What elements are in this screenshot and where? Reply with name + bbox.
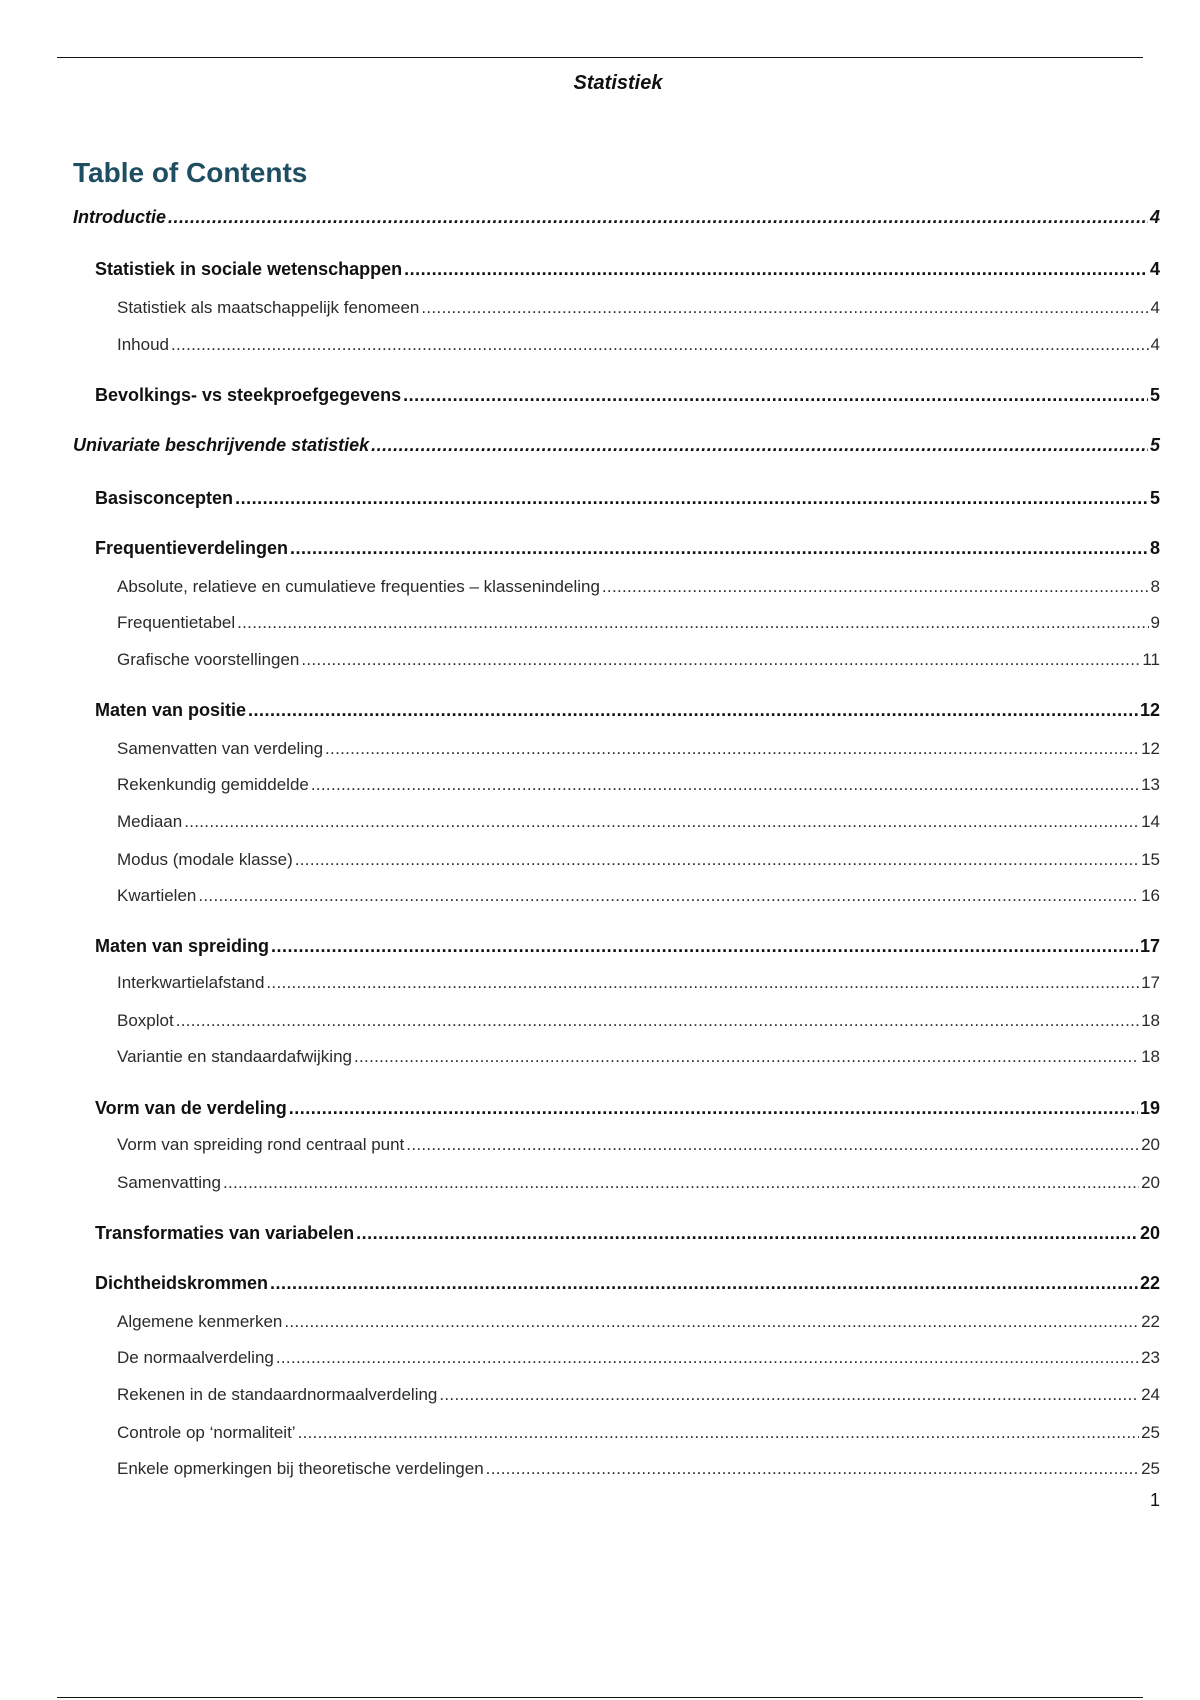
toc-entry-page: 4: [1150, 335, 1160, 354]
toc-entry-page: 24: [1141, 1385, 1160, 1404]
toc-entry-title: Inhoud: [117, 335, 169, 354]
toc-entry-mediaan[interactable]: [117, 812, 1160, 832]
toc-entry-page: 20: [1141, 1173, 1160, 1192]
toc-entry-title: Vorm van spreiding rond centraal punt: [117, 1135, 405, 1154]
toc-entry-title: Basisconcepten: [95, 488, 234, 508]
toc-entry-inhoud[interactable]: [117, 335, 1160, 355]
dot-leader: [290, 538, 1148, 559]
toc-entry-page: 8: [1149, 538, 1160, 558]
toc-entry-page: 15: [1141, 850, 1160, 869]
toc-entry-title: De normaalverdeling: [117, 1348, 274, 1367]
dot-leader: [171, 335, 1149, 355]
toc-entry-maten-van-positie[interactable]: [95, 700, 1160, 721]
toc-entry-statistiek-als-maatschappelijk-fenomeen[interactable]: [117, 298, 1160, 318]
toc-entry-title: Mediaan: [117, 812, 183, 831]
dot-leader: [486, 1459, 1139, 1479]
toc-entry-absolute-relatieve-cumulatieve-frequenties[interactable]: [117, 577, 1160, 597]
dot-leader: [248, 700, 1138, 721]
toc-entry-de-normaalverdeling[interactable]: [117, 1348, 1160, 1368]
toc-entry-page: 4: [1149, 259, 1160, 279]
dot-leader: [371, 435, 1148, 456]
dot-leader: [439, 1385, 1139, 1405]
dot-leader: [356, 1223, 1138, 1244]
toc-entry-samenvatting[interactable]: [117, 1173, 1160, 1193]
toc-entry-page: 16: [1141, 886, 1160, 905]
toc-entry-bevolkings-vs-steekproefgegevens[interactable]: [95, 385, 1160, 406]
toc-entry-page: 4: [1149, 207, 1160, 227]
toc-entry-frequentieverdelingen[interactable]: [95, 538, 1160, 559]
toc-entry-variantie-en-standaardafwijking[interactable]: [117, 1047, 1160, 1067]
toc-entry-page: 5: [1149, 488, 1160, 508]
toc-entry-page: 22: [1141, 1312, 1160, 1331]
toc-entry-title: Interkwartielafstand: [117, 973, 265, 992]
toc-entry-title: Transformaties van variabelen: [95, 1223, 355, 1243]
toc-entry-title: Samenvatten van verdeling: [117, 739, 324, 758]
toc-entry-enkele-opmerkingen-theoretische-verdelingen[interactable]: [117, 1459, 1160, 1479]
toc-entry-page: 8: [1150, 577, 1160, 596]
dot-leader: [276, 1348, 1139, 1368]
dot-leader: [223, 1173, 1139, 1193]
toc-entry-page: 9: [1150, 613, 1160, 632]
toc-entry-page: 22: [1139, 1273, 1160, 1293]
page-number: 1: [1149, 1490, 1160, 1510]
header-rule: [57, 57, 1143, 58]
toc-entry-title: Variantie en standaardafwijking: [117, 1047, 352, 1066]
dot-leader: [325, 739, 1139, 759]
toc-entry-title: Introductie: [73, 207, 166, 227]
toc-title: Table of Contents: [73, 157, 308, 188]
toc-entry-univariate-beschrijvende-statistiek[interactable]: [73, 435, 1160, 456]
toc-entry-basisconcepten[interactable]: [95, 488, 1160, 509]
dot-leader: [184, 812, 1139, 832]
toc-entry-page: 5: [1149, 385, 1160, 405]
toc-entry-page: 17: [1141, 973, 1160, 992]
toc-entry-title: Kwartielen: [117, 886, 197, 905]
dot-leader: [298, 1423, 1139, 1443]
toc-entry-title: Univariate beschrijvende statistiek: [73, 435, 370, 455]
dot-leader: [235, 488, 1148, 509]
dot-leader: [198, 886, 1139, 906]
dot-leader: [311, 775, 1139, 795]
toc-entry-title: Bevolkings- vs steekproefgegevens: [95, 385, 402, 405]
dot-leader: [271, 936, 1138, 957]
dot-leader: [295, 850, 1139, 870]
toc-entry-transformaties-van-variabelen[interactable]: [95, 1223, 1160, 1244]
toc-entry-page: 14: [1141, 812, 1160, 831]
toc-entry-rekenen-in-de-standaardnormaalverdeling[interactable]: [117, 1385, 1160, 1405]
toc-entry-controle-op-normaliteit[interactable]: [117, 1423, 1160, 1443]
toc-entry-page: 25: [1141, 1459, 1160, 1478]
toc-entry-page: 19: [1139, 1098, 1160, 1118]
dot-leader: [270, 1273, 1138, 1294]
toc-entry-dichtheidskrommen[interactable]: [95, 1273, 1160, 1294]
dot-leader: [237, 613, 1148, 633]
dot-leader: [403, 385, 1148, 406]
dot-leader: [168, 207, 1148, 228]
dot-leader: [404, 259, 1148, 280]
toc-entry-title: Frequentietabel: [117, 613, 236, 632]
toc-entry-page: 4: [1150, 298, 1160, 317]
toc-entry-vorm-van-de-verdeling[interactable]: [95, 1098, 1160, 1119]
dot-leader: [354, 1047, 1139, 1067]
toc-entry-title: Rekenen in de standaardnormaalverdeling: [117, 1385, 438, 1404]
toc-entry-title: Algemene kenmerken: [117, 1312, 283, 1331]
dot-leader: [301, 650, 1140, 670]
toc-entry-page: 23: [1141, 1348, 1160, 1367]
toc-entry-title: Rekenkundig gemiddelde: [117, 775, 309, 794]
footer-rule: [57, 1697, 1143, 1698]
dot-leader: [602, 577, 1149, 597]
toc-entry-title: Dichtheidskrommen: [95, 1273, 269, 1293]
toc-entry-title: Statistiek als maatschappelijk fenomeen: [117, 298, 420, 317]
toc-entry-interkwartielafstand[interactable]: [117, 973, 1160, 993]
toc-entry-title: Grafische voorstellingen: [117, 650, 300, 669]
toc-entry-page: 18: [1141, 1011, 1160, 1030]
toc-entry-statistiek-in-sociale-wetenschappen[interactable]: [95, 259, 1160, 280]
toc-entry-title: Modus (modale klasse): [117, 850, 293, 869]
toc-entry-kwartielen[interactable]: [117, 886, 1160, 906]
toc-entry-page: 11: [1142, 650, 1160, 669]
toc-entry-title: Maten van positie: [95, 700, 247, 720]
toc-entry-algemene-kenmerken[interactable]: [117, 1312, 1160, 1332]
toc-entry-title: Vorm van de verdeling: [95, 1098, 287, 1118]
toc-entry-title: Enkele opmerkingen bij theoretische verdelingen: [117, 1459, 484, 1478]
toc-entry-title: Statistiek in sociale wetenschappen: [95, 259, 403, 279]
dot-leader: [406, 1135, 1139, 1155]
toc-entry-introductie[interactable]: [73, 207, 1160, 228]
toc-entry-page: 12: [1141, 739, 1160, 758]
dot-leader: [176, 1011, 1139, 1031]
dot-leader: [284, 1312, 1139, 1332]
toc-entry-page: 20: [1139, 1223, 1160, 1243]
running-header: Statistiek: [573, 72, 663, 94]
toc-entry-maten-van-spreiding[interactable]: [95, 936, 1160, 957]
dot-leader: [289, 1098, 1138, 1119]
toc-entry-title: Frequentieverdelingen: [95, 538, 289, 558]
toc-entry-title: Controle op ‘normaliteit’: [117, 1423, 296, 1442]
toc-entry-grafische-voorstellingen[interactable]: [117, 650, 1160, 670]
toc-entry-title: Samenvatting: [117, 1173, 221, 1192]
toc-entry-page: 20: [1141, 1135, 1160, 1154]
toc-entry-title: Absolute, relatieve en cumulatieve frequenties – klassenindeling: [117, 577, 600, 596]
toc-entry-page: 12: [1139, 700, 1160, 720]
toc-entry-frequentietabel[interactable]: [117, 613, 1160, 633]
dot-leader: [266, 973, 1139, 993]
dot-leader: [421, 298, 1148, 318]
toc-entry-samenvatten-van-verdeling[interactable]: [117, 739, 1160, 759]
toc-entry-modus[interactable]: [117, 850, 1160, 870]
toc-entry-page: 5: [1149, 435, 1160, 455]
toc-entry-page: 17: [1139, 936, 1160, 956]
toc-entry-boxplot[interactable]: [117, 1011, 1160, 1031]
toc-entry-title: Boxplot: [117, 1011, 174, 1030]
toc-entry-page: 18: [1141, 1047, 1160, 1066]
toc-entry-rekenkundig-gemiddelde[interactable]: [117, 775, 1160, 795]
toc-entry-page: 25: [1141, 1423, 1160, 1442]
toc-entry-vorm-van-spreiding-rond-centraal-punt[interactable]: [117, 1135, 1160, 1155]
toc-entry-title: Maten van spreiding: [95, 936, 270, 956]
toc-entry-page: 13: [1141, 775, 1160, 794]
